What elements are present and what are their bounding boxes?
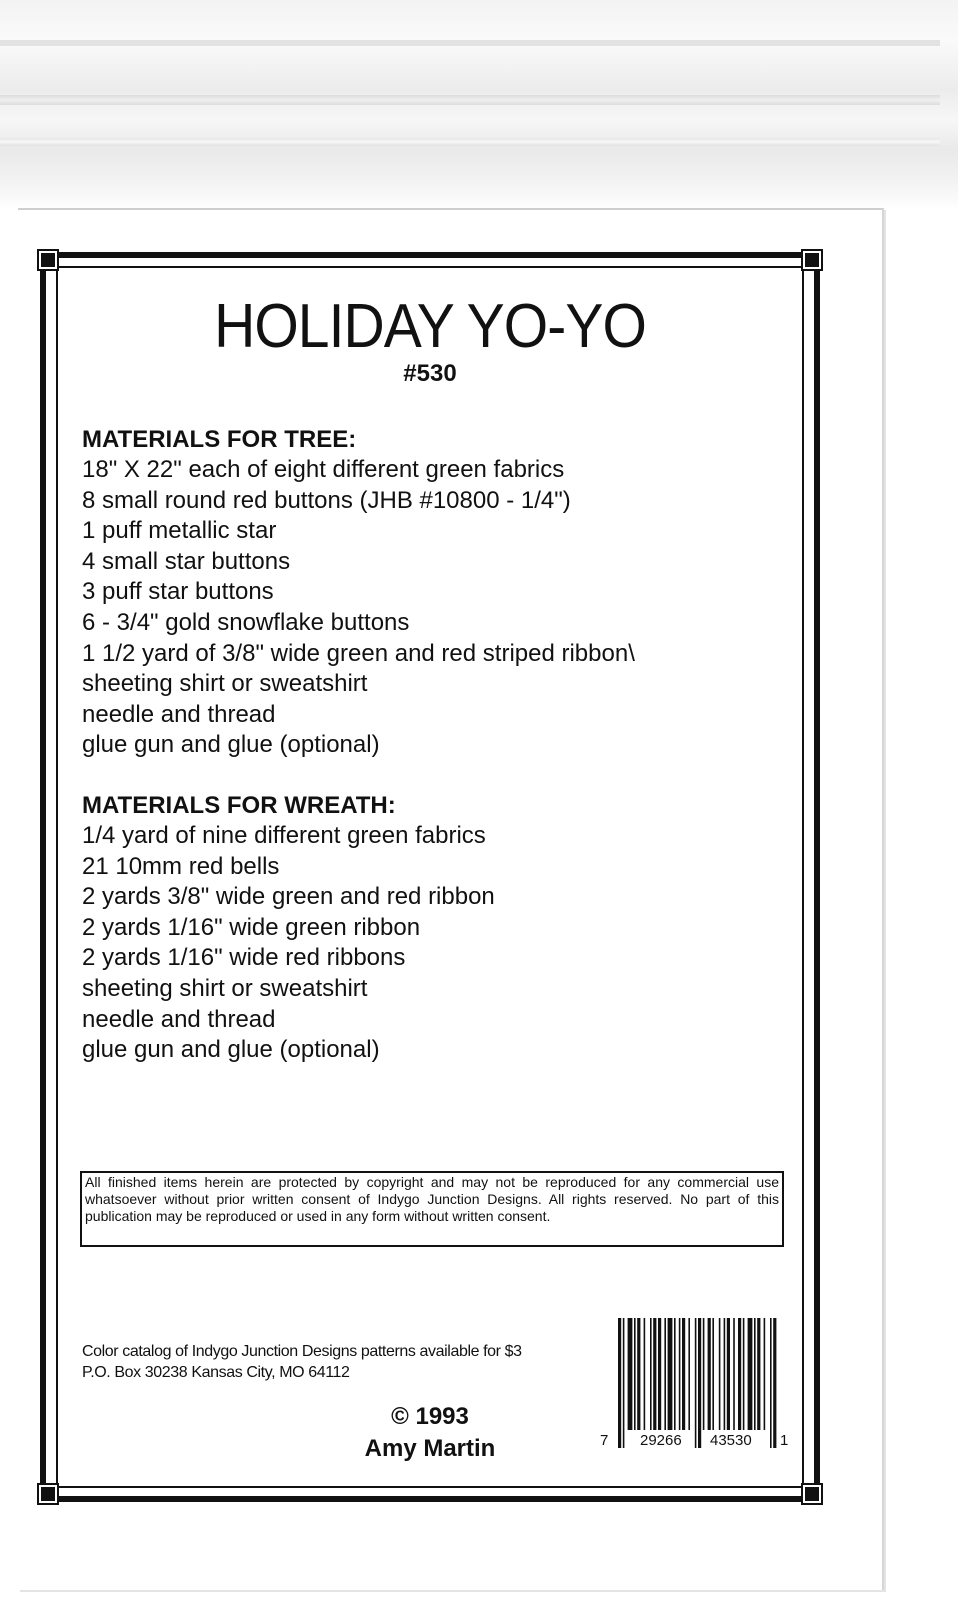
list-item: sheeting shirt or sweatshirt	[82, 974, 368, 1002]
barcode-bar	[695, 1318, 697, 1448]
barcode-bar	[748, 1318, 753, 1430]
copyright-year: © 1993	[391, 1403, 469, 1430]
corner-ornament	[803, 251, 821, 269]
list-item: 21 10mm red bells	[82, 852, 280, 880]
barcode-middle-digits: 29266	[640, 1432, 682, 1449]
upc-barcode	[598, 1318, 798, 1458]
barcode-bar	[658, 1318, 661, 1430]
barcode-bar	[770, 1318, 772, 1448]
list-item: needle and thread	[82, 700, 276, 728]
list-item: 4 small star buttons	[82, 547, 291, 575]
barcode-bar	[773, 1318, 776, 1448]
barcode-bar	[764, 1318, 766, 1430]
list-item: glue gun and glue (optional)	[82, 731, 380, 759]
list-item: 2 yards 3/8" wide green and red ribbon	[82, 883, 495, 911]
list-item: 1/4 yard of nine different green fabrics	[82, 822, 486, 849]
list-item: needle and thread	[82, 1005, 276, 1033]
barcode-bar	[708, 1318, 711, 1430]
barcode-bar	[738, 1318, 741, 1430]
barcode-bar	[724, 1318, 726, 1430]
corner-ornament	[803, 1485, 821, 1503]
copyright-notice: All finished items herein are protected by copyright and may not be reproduced for any commercial use whatsoever without prior written consent of Indygo Junction Designs. All rights reserved. No part of this publication may be reproduced or used in any form without written consent.	[80, 1171, 784, 1247]
barcode-bar	[703, 1318, 705, 1430]
barcode-bar	[650, 1318, 652, 1430]
wreath-materials-list	[82, 821, 782, 1066]
corner-ornament	[39, 251, 57, 269]
barcode-bar	[634, 1318, 636, 1430]
barcode-bar	[618, 1318, 621, 1448]
barcode-bar	[743, 1318, 745, 1430]
barcode-check-digit: 1	[780, 1432, 789, 1449]
barcode-bar	[674, 1318, 676, 1430]
pattern-number: #530	[403, 360, 457, 387]
pattern-title: HOLIDAY YO-YO	[214, 292, 646, 361]
barcode-left-digit: 7	[600, 1432, 609, 1449]
address-line: P.O. Box 30238 Kansas City, MO 64112	[82, 1364, 350, 1381]
barcode-bar	[628, 1318, 633, 1430]
barcode-bar	[688, 1318, 690, 1430]
barcode-bar	[757, 1318, 760, 1430]
tree-materials-heading: MATERIALS FOR TREE:	[82, 426, 357, 453]
author-name: Amy Martin	[364, 1435, 496, 1462]
wreath-materials-section	[82, 790, 782, 1066]
catalog-line: Color catalog of Indygo Junction Designs patterns available for $3	[82, 1343, 522, 1360]
tree-materials-list	[82, 455, 782, 761]
list-item: 2 yards 1/16" wide green ribbon	[82, 913, 421, 941]
catalog-info	[82, 1341, 622, 1383]
barcode-right-digits: 43530	[710, 1432, 752, 1449]
bag-seam	[0, 138, 940, 146]
barcode-bar	[668, 1318, 673, 1430]
list-item: 1 1/2 yard of 3/8" wide green and red striped ribbon\	[82, 639, 635, 667]
barcode-bar	[733, 1318, 735, 1430]
list-item: 18" X 22" each of eight different green fabrics	[82, 456, 565, 483]
list-item: 2 yards 1/16" wide red ribbons	[82, 944, 406, 972]
barcode-bar	[712, 1318, 714, 1430]
barcode-bar	[754, 1318, 756, 1430]
list-item: glue gun and glue (optional)	[82, 1036, 380, 1064]
barcode-bar	[679, 1318, 681, 1430]
barcode-bar	[698, 1318, 701, 1448]
tree-materials-section	[82, 424, 782, 761]
list-item: 6 - 3/4" gold snowflake buttons	[82, 608, 410, 636]
wreath-materials-heading: MATERIALS FOR WREATH:	[82, 792, 396, 819]
list-item: 8 small round red buttons (JHB #10800 - 1/4")	[82, 486, 571, 514]
corner-ornament	[39, 1485, 57, 1503]
barcode-bar	[719, 1318, 721, 1430]
list-item: 3 puff star buttons	[82, 578, 274, 606]
barcode-bar	[637, 1318, 640, 1430]
barcode-bar	[682, 1318, 685, 1430]
list-item: 1 puff metallic star	[82, 517, 277, 545]
barcode-bar	[623, 1318, 625, 1448]
list-item: sheeting shirt or sweatshirt	[82, 670, 368, 698]
bag-seam	[0, 40, 940, 46]
barcode-bar	[644, 1318, 646, 1430]
barcode-bar	[727, 1318, 730, 1430]
zip-lock-strip	[0, 95, 940, 105]
barcode-bar	[664, 1318, 666, 1430]
barcode-bar	[653, 1318, 656, 1430]
barcode-bars	[598, 1318, 798, 1458]
